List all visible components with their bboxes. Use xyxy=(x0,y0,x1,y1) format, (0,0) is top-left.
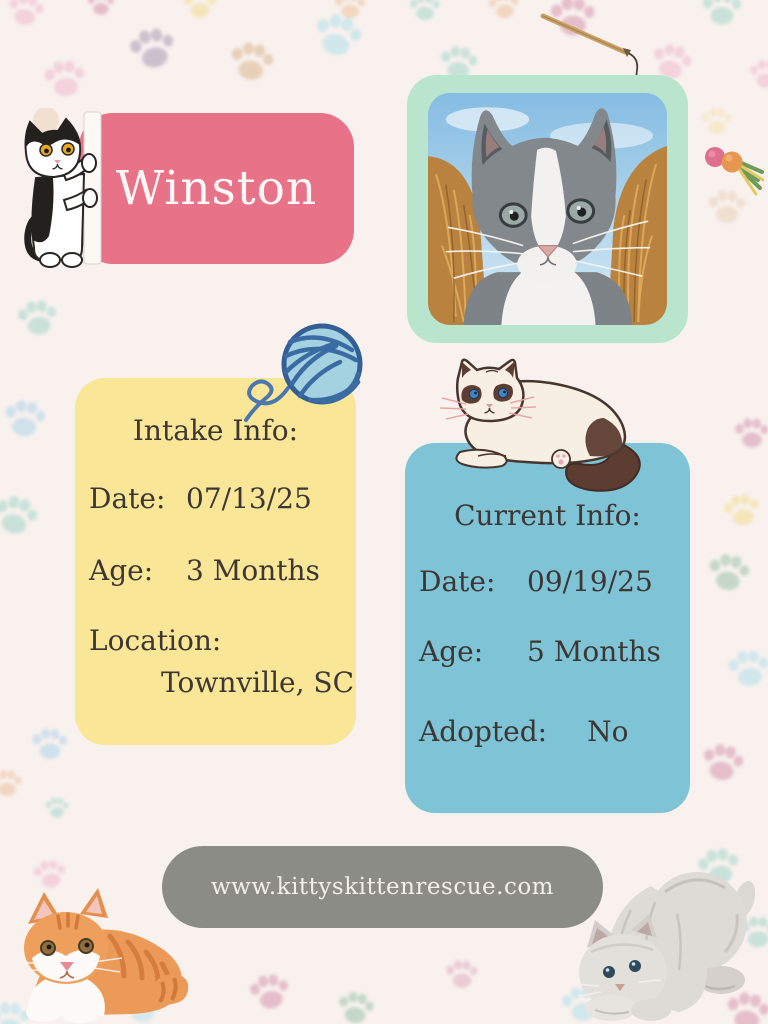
paw-print-icon xyxy=(724,646,768,692)
ragdoll-cat-illustration xyxy=(426,356,670,494)
paw-print-icon xyxy=(3,0,49,31)
paw-print-icon xyxy=(225,37,279,86)
pompom-toy-icon xyxy=(698,136,764,198)
paw-print-icon xyxy=(748,58,768,90)
yarn-ball-icon xyxy=(240,322,372,434)
intake-date-label: Date: xyxy=(89,482,166,515)
intake-age-row xyxy=(89,554,350,587)
website-url: www.kittyskittenrescue.com xyxy=(211,874,554,900)
current-info-card xyxy=(405,443,690,813)
current-adopted-row xyxy=(419,715,684,748)
intake-location-label: Location: xyxy=(89,624,222,657)
paw-print-icon xyxy=(182,0,218,20)
paw-print-icon xyxy=(86,0,116,17)
intake-date-value: 07/13/25 xyxy=(186,482,312,515)
paw-print-icon xyxy=(697,738,749,787)
paw-print-icon xyxy=(334,987,379,1024)
paw-print-icon xyxy=(40,56,90,102)
current-date-value: 09/19/25 xyxy=(527,565,653,598)
photo-card xyxy=(407,75,688,343)
paw-print-icon xyxy=(700,0,744,28)
paw-print-icon xyxy=(444,958,480,990)
paw-print-icon xyxy=(700,106,734,137)
paw-print-icon xyxy=(719,489,765,531)
paw-print-icon xyxy=(245,968,295,1015)
intake-age-label: Age: xyxy=(89,554,154,587)
current-age-row xyxy=(419,635,684,668)
paw-print-icon xyxy=(408,0,442,23)
paw-print-icon xyxy=(703,549,754,596)
gray-kitten-image xyxy=(565,852,765,1024)
paw-print-icon xyxy=(0,489,45,543)
paw-print-icon xyxy=(0,396,50,442)
paw-print-icon xyxy=(0,768,24,799)
pet-name: Winston xyxy=(115,161,318,216)
name-card xyxy=(79,113,354,264)
current-date-label: Date: xyxy=(419,565,496,598)
current-adopted-value: No xyxy=(587,715,629,748)
current-age-value: 5 Months xyxy=(527,635,661,668)
current-adopted-label: Adopted: xyxy=(419,715,548,748)
paw-print-icon xyxy=(13,295,62,340)
paw-print-icon xyxy=(44,796,70,819)
kitten-photo xyxy=(428,93,667,325)
intake-date-row xyxy=(89,482,350,515)
intake-location-value: Townville, SC xyxy=(161,666,355,699)
website-banner xyxy=(162,846,603,928)
paw-print-icon xyxy=(124,21,182,75)
current-date-row xyxy=(419,565,684,598)
current-age-label: Age: xyxy=(419,635,484,668)
paw-print-icon xyxy=(30,726,70,762)
orange-kitten-image xyxy=(2,884,192,1024)
current-title: Current Info: xyxy=(454,499,641,532)
intake-age-value: 3 Months xyxy=(186,554,320,587)
intake-location-row xyxy=(89,624,350,657)
tuxedo-cat-illustration xyxy=(10,108,108,274)
intake-title: Intake Info: xyxy=(132,414,299,447)
paw-print-icon xyxy=(485,0,523,23)
paw-print-icon xyxy=(733,416,768,450)
